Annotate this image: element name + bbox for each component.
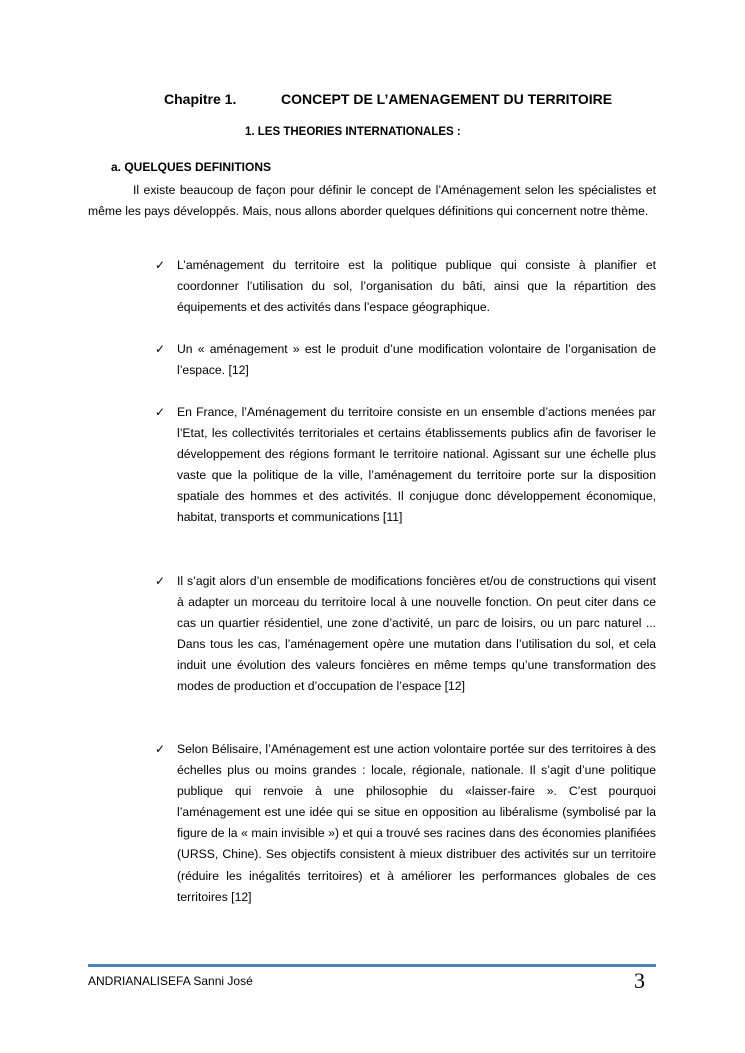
bullet-text: En France, l’Aménagement du territoire consiste en un ensemble d’actions menées par l’Etat, les collectivités territoriales et certains établissements publics afin de favoriser le développement des régions formant le territoire national. Agissant sur une échelle plus vaste que la politique de la ville, l’aménagement du territoire porte sur la disposition spatiale des hommes et des activités. Il conjugue donc développement économique, habitat, transports et communications [11] xyxy=(177,405,656,525)
subsection-heading: a. QUELQUES DEFINITIONS xyxy=(111,160,272,174)
check-mark-icon: ✓ xyxy=(155,574,166,588)
page-number: 3 xyxy=(634,968,645,993)
intro-paragraph: Il existe beaucoup de façon pour définir le concept de l’Aménagement selon les spécialistes et même les pays développés. Mais, nous allons aborder quelques définitions qui concernent notre thème. xyxy=(88,183,656,219)
check-mark-icon: ✓ xyxy=(155,742,166,756)
bullet-item xyxy=(155,339,656,381)
footer-rule xyxy=(88,964,656,967)
chapter-number: Chapitre 1. xyxy=(164,91,237,107)
bullet-item xyxy=(155,255,656,318)
check-mark-icon: ✓ xyxy=(155,405,166,419)
section-heading: 1. LES THEORIES INTERNATIONALES : xyxy=(245,126,461,138)
check-mark-icon: ✓ xyxy=(155,342,166,356)
bullet-text: L’aménagement du territoire est la politique publique qui consiste à planifier et coordonner l’utilisation du sol, l’organisation du bâti, ainsi que la répartition des équipements et des activités dans l’espace géographique. xyxy=(177,258,656,315)
check-mark-icon: ✓ xyxy=(155,258,166,272)
bullet-text: Il s’agit alors d’un ensemble de modifications foncières et/ou de constructions qui visent à adapter un morceau du territoire local à une nouvelle fonction. On peut citer dans ce cas un quartier résidentiel, une zone d’activité, un parc de loisirs, ou un parc naturel ... Dans tous les cas, l’aménagement opère une mutation dans l’utilisation du sol, et cela induit une évolution des valeurs foncières en même temps qu’une transformation des modes de production et d’occupation de l’espace [12] xyxy=(177,574,656,694)
footer-author: ANDRIANALISEFA Sanni José xyxy=(88,974,253,988)
bullet-item xyxy=(155,739,656,908)
bullet-item xyxy=(155,571,656,698)
bullet-text: Selon Bélisaire, l’Aménagement est une action volontaire portée sur des territoires à des échelles plus ou moins grandes : locale, régionale, nationale. Il s’agit d’une politique publique qui renvoie à une philosophie du «laisser-faire ». C’est pourquoi l’aménagement est une idée qui se situe en opposition au libéralisme (symbolisé par la figure de la « main invisible ») et qui a trouvé ses racines dans des économies planifiées (URSS, Chine). Ses objectifs consistent à mieux distribuer des activités sur un territoire (réduire les inégalités territoires) et à améliorer les performances globales de ces territoires [12] xyxy=(177,742,656,904)
bullet-text: Un « aménagement » est le produit d’une modification volontaire de l’organisation de l’espace. [12] xyxy=(177,342,656,378)
chapter-title: CONCEPT DE L’AMENAGEMENT DU TERRITOIRE xyxy=(281,91,613,107)
chapter-heading xyxy=(164,91,612,107)
bullet-item xyxy=(155,402,656,529)
